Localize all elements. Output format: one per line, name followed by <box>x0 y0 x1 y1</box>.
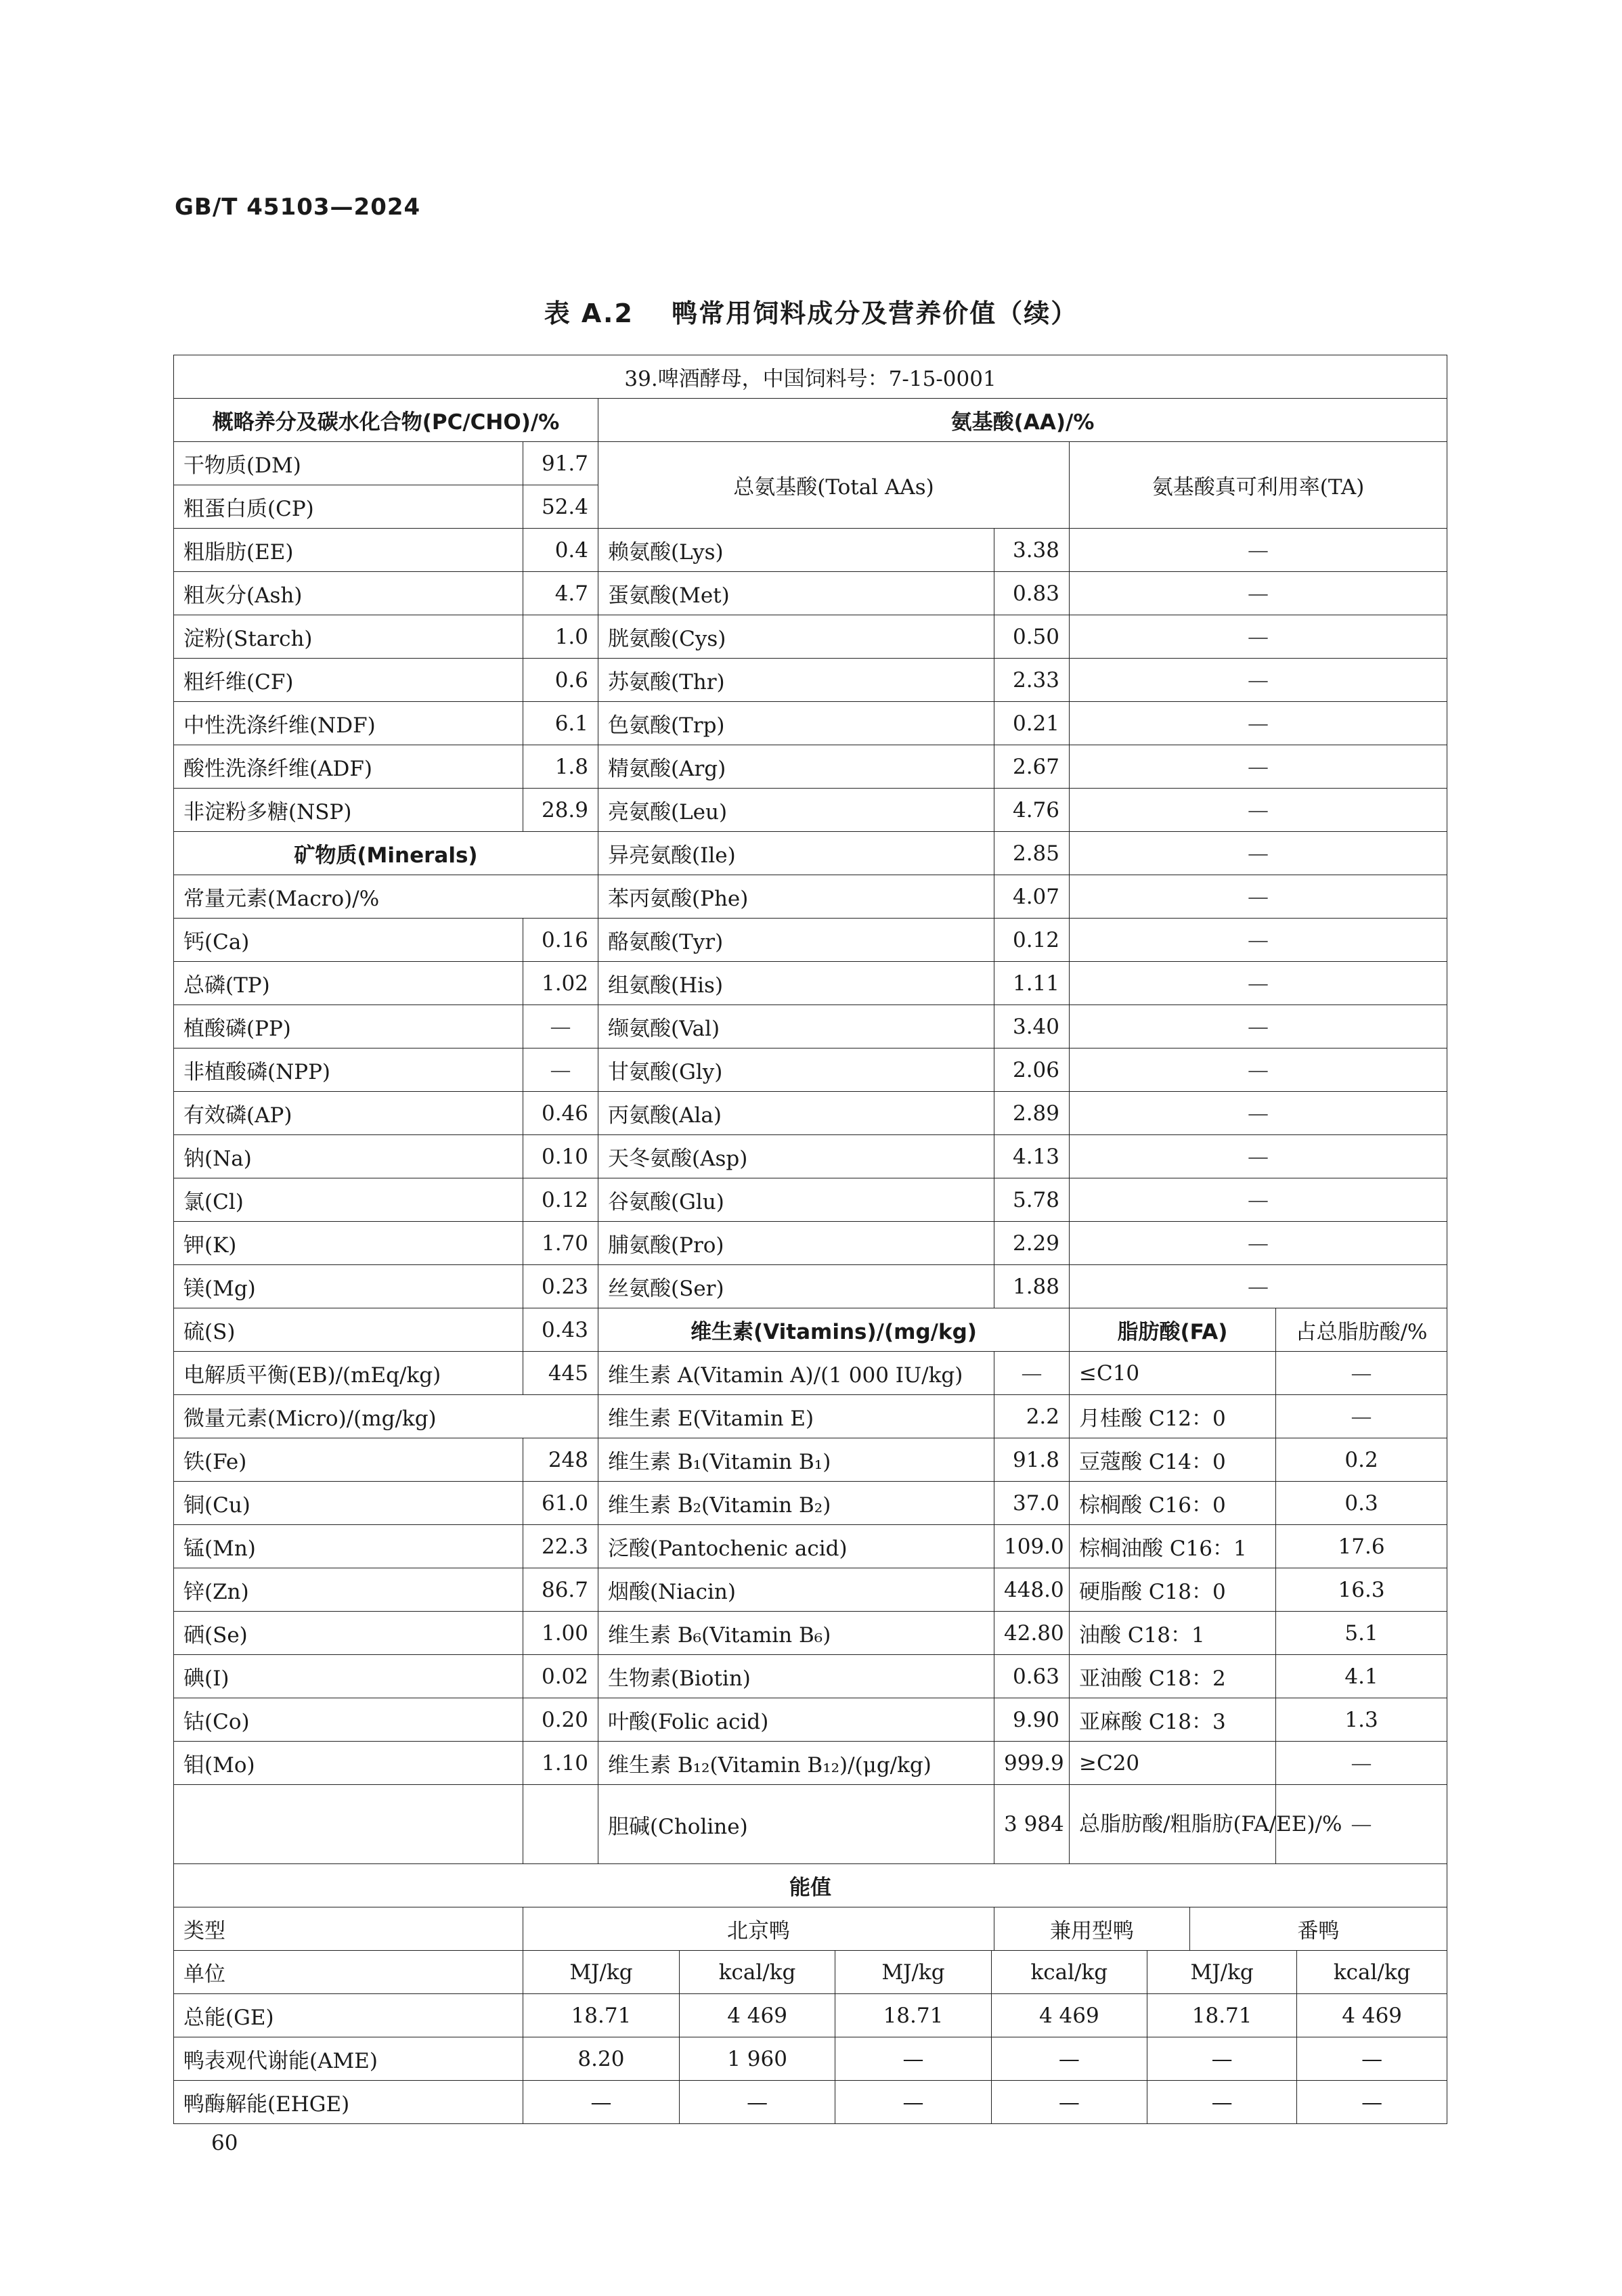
data-row <box>174 1005 1447 1048</box>
aa-label: 缬氨酸(Val) <box>598 1005 994 1048</box>
data-row <box>174 615 1447 659</box>
left-subheader: 微量元素(Micro)/(mg/kg) <box>174 1395 598 1438</box>
breed-name: 北京鸭 <box>523 1907 994 1951</box>
energy-values-cell <box>523 1994 1447 2037</box>
energy-value: — <box>590 2090 612 2115</box>
energy-row-label: 鸭表观代谢能(AME) <box>174 2037 523 2081</box>
aa-value: 0.21 <box>994 702 1070 745</box>
vitamin-value: 109.0 <box>994 1525 1070 1568</box>
left-value: 1.0 <box>523 615 598 659</box>
ta-value: — <box>1070 919 1447 962</box>
energy-value: — <box>991 2037 1147 2080</box>
energy-value: kcal/kg <box>991 1951 1147 1993</box>
energy-value: 8.20 <box>577 2046 625 2071</box>
aa-value: 2.33 <box>994 659 1070 702</box>
ta-value: — <box>1070 745 1447 789</box>
aa-label: 异亮氨酸(Ile) <box>598 832 994 875</box>
ta-value: — <box>1070 572 1447 615</box>
left-value: 0.12 <box>523 1178 598 1222</box>
fa-value: — <box>1276 1742 1447 1785</box>
ta-value: — <box>1070 1048 1447 1092</box>
breed-name: 兼用型鸭 <box>994 1907 1190 1951</box>
aa-value: 2.29 <box>994 1222 1070 1265</box>
left-value: 4.7 <box>523 572 598 615</box>
vitamin-value: 2.2 <box>994 1395 1070 1438</box>
aa-label: 精氨酸(Arg) <box>598 745 994 789</box>
energy-value: 18.71 <box>1147 1994 1297 2037</box>
fa-label: 豆蔻酸 C14：0 <box>1070 1438 1276 1482</box>
left-value: 52.4 <box>523 485 598 529</box>
energy-data-row <box>174 2037 1447 2081</box>
aa-label: 赖氨酸(Lys) <box>598 529 994 572</box>
energy-value: kcal/kg <box>1297 1951 1447 1993</box>
energy-value: kcal/kg <box>679 1951 835 1993</box>
energy-value: 4 469 <box>679 1994 835 2037</box>
energy-header: 能值 <box>174 1864 1447 1907</box>
fa-label: 亚油酸 C18：2 <box>1070 1655 1276 1698</box>
left-label: 钾(K) <box>174 1222 523 1265</box>
fa-label: 亚麻酸 C18：3 <box>1070 1698 1276 1742</box>
data-row <box>174 659 1447 702</box>
energy-value: — <box>1147 2081 1297 2123</box>
data-row <box>174 1525 1447 1568</box>
minerals-header: 矿物质(Minerals) <box>174 832 598 875</box>
data-row <box>174 702 1447 745</box>
breed-name: 番鸭 <box>1190 1907 1447 1951</box>
left-value: 6.1 <box>523 702 598 745</box>
ta-value: — <box>1070 789 1447 832</box>
left-value: — <box>523 1005 598 1048</box>
left-label: 粗脂肪(EE) <box>174 529 523 572</box>
left-value: 248 <box>523 1438 598 1482</box>
aa-value: 1.11 <box>994 962 1070 1005</box>
page-number: 60 <box>211 2131 238 2155</box>
data-row <box>174 1395 1447 1438</box>
left-label: 钠(Na) <box>174 1135 523 1178</box>
data-row <box>174 789 1447 832</box>
left-label: 非淀粉多糖(NSP) <box>174 789 523 832</box>
left-subheader: 常量元素(Macro)/% <box>174 875 598 919</box>
data-row <box>174 442 1447 485</box>
left-value: 0.02 <box>523 1655 598 1698</box>
fa-label: 月桂酸 C12：0 <box>1070 1395 1276 1438</box>
aa-value: 4.07 <box>994 875 1070 919</box>
energy-value: — <box>835 2037 991 2080</box>
aa-value: 3.38 <box>994 529 1070 572</box>
vitamin-value: 42.80 <box>994 1612 1070 1655</box>
fa-label: 硬脂酸 C18：0 <box>1070 1568 1276 1612</box>
vitamin-value: 37.0 <box>994 1482 1070 1525</box>
aa-header: 氨基酸(AA)/% <box>598 399 1447 442</box>
left-label: 镁(Mg) <box>174 1265 523 1308</box>
fa-pct-header: 占总脂肪酸/% <box>1276 1308 1447 1352</box>
energy-row-label: 总能(GE) <box>174 1994 523 2037</box>
left-label: 总磷(TP) <box>174 962 523 1005</box>
left-value: 1.10 <box>523 1742 598 1785</box>
left-value: — <box>523 1048 598 1092</box>
ta-value: — <box>1070 529 1447 572</box>
aa-value: 2.89 <box>994 1092 1070 1135</box>
energy-value: — <box>679 2081 835 2123</box>
left-value <box>523 1785 598 1864</box>
standard-number: GB/T 45103—2024 <box>175 194 421 221</box>
left-label <box>174 1785 523 1864</box>
vitamin-label: 维生素 E(Vitamin E) <box>598 1395 994 1438</box>
energy-value: — <box>1297 2081 1447 2123</box>
data-row <box>174 1438 1447 1482</box>
left-label: 电解质平衡(EB)/(mEq/kg) <box>174 1352 523 1395</box>
vitamin-value: 9.90 <box>994 1698 1070 1742</box>
vitamin-label: 生物素(Biotin) <box>598 1655 994 1698</box>
data-row <box>174 1048 1447 1092</box>
left-label: 钴(Co) <box>174 1698 523 1742</box>
energy-value: 18.71 <box>571 2003 632 2028</box>
fa-value: 16.3 <box>1276 1568 1447 1612</box>
feed-title-row <box>174 355 1447 399</box>
energy-data-row <box>174 1994 1447 2037</box>
data-row <box>174 1655 1447 1698</box>
left-value: 0.46 <box>523 1092 598 1135</box>
left-value: 0.43 <box>523 1308 598 1352</box>
aa-label: 天冬氨酸(Asp) <box>598 1135 994 1178</box>
vitamin-label: 维生素 B₆(Vitamin B₆) <box>598 1612 994 1655</box>
aa-value: 2.85 <box>994 832 1070 875</box>
fa-value: 4.1 <box>1276 1655 1447 1698</box>
data-row <box>174 1352 1447 1395</box>
energy-header-row <box>174 1864 1447 1907</box>
left-value: 1.70 <box>523 1222 598 1265</box>
data-row <box>174 1092 1447 1135</box>
left-label: 非植酸磷(NPP) <box>174 1048 523 1092</box>
aa-label: 蛋氨酸(Met) <box>598 572 994 615</box>
fa-header: 脂肪酸(FA) <box>1070 1308 1276 1352</box>
fa-label: 总脂肪酸/粗脂肪(FA/EE)/% <box>1070 1785 1276 1864</box>
aa-label: 苏氨酸(Thr) <box>598 659 994 702</box>
data-row <box>174 1265 1447 1308</box>
ta-value: — <box>1070 615 1447 659</box>
aa-value: 0.12 <box>994 919 1070 962</box>
left-value: 1.02 <box>523 962 598 1005</box>
data-row <box>174 875 1447 919</box>
data-row <box>174 1612 1447 1655</box>
energy-values-cell <box>523 2037 1447 2081</box>
left-label: 碘(I) <box>174 1655 523 1698</box>
vitamin-label: 泛酸(Pantochenic acid) <box>598 1525 994 1568</box>
data-row <box>174 832 1447 875</box>
fa-value: 1.3 <box>1276 1698 1447 1742</box>
vitamin-label: 维生素 A(Vitamin A)/(1 000 IU/kg) <box>598 1352 994 1395</box>
energy-unit-row <box>174 1951 1447 1994</box>
energy-values-grid <box>523 2037 1447 2080</box>
fa-value: — <box>1276 1352 1447 1395</box>
aa-value: 3.40 <box>994 1005 1070 1048</box>
aa-label: 亮氨酸(Leu) <box>598 789 994 832</box>
feed-table-container <box>173 355 1446 2117</box>
left-label: 钙(Ca) <box>174 919 523 962</box>
left-label: 氯(Cl) <box>174 1178 523 1222</box>
ta-value: — <box>1070 1265 1447 1308</box>
fa-label: 油酸 C18：1 <box>1070 1612 1276 1655</box>
ta-value: — <box>1070 1178 1447 1222</box>
left-value: 1.00 <box>523 1612 598 1655</box>
left-label: 粗纤维(CF) <box>174 659 523 702</box>
energy-data-row <box>174 2081 1447 2124</box>
vitamin-value: 91.8 <box>994 1438 1070 1482</box>
data-row <box>174 745 1447 789</box>
fa-value: 5.1 <box>1276 1612 1447 1655</box>
data-row <box>174 919 1447 962</box>
ta-value: — <box>1070 1135 1447 1178</box>
energy-type-label: 类型 <box>174 1907 523 1951</box>
energy-value: 4 469 <box>991 1994 1147 2037</box>
aa-label: 甘氨酸(Gly) <box>598 1048 994 1092</box>
vitamin-label: 叶酸(Folic acid) <box>598 1698 994 1742</box>
aa-value: 2.67 <box>994 745 1070 789</box>
left-label: 酸性洗涤纤维(ADF) <box>174 745 523 789</box>
data-row <box>174 1482 1447 1525</box>
vitamin-value: 999.9 <box>994 1742 1070 1785</box>
energy-value: 1 960 <box>679 2037 835 2080</box>
data-row <box>174 1308 1447 1352</box>
ta-value: — <box>1070 962 1447 1005</box>
aa-label: 色氨酸(Trp) <box>598 702 994 745</box>
ta-value: — <box>1070 832 1447 875</box>
data-row <box>174 1222 1447 1265</box>
left-label: 铜(Cu) <box>174 1482 523 1525</box>
caption-number: 表 A.2 <box>544 299 634 328</box>
table-caption <box>0 292 1622 330</box>
left-value: 22.3 <box>523 1525 598 1568</box>
energy-values-grid <box>523 1994 1447 2037</box>
data-row <box>174 1785 1447 1864</box>
aa-value: 2.06 <box>994 1048 1070 1092</box>
energy-value: MJ/kg <box>1147 1951 1297 1993</box>
ta-value: — <box>1070 702 1447 745</box>
left-label: 干物质(DM) <box>174 442 523 485</box>
aa-label: 酪氨酸(Tyr) <box>598 919 994 962</box>
left-label: 硫(S) <box>174 1308 523 1352</box>
left-value: 0.6 <box>523 659 598 702</box>
left-label: 锌(Zn) <box>174 1568 523 1612</box>
pc-header: 概略养分及碳水化合物(PC/CHO)/% <box>174 399 598 442</box>
aa-label: 谷氨酸(Glu) <box>598 1178 994 1222</box>
vitamin-label: 烟酸(Niacin) <box>598 1568 994 1612</box>
energy-value: — <box>1147 2037 1297 2080</box>
left-label: 植酸磷(PP) <box>174 1005 523 1048</box>
ta-value: — <box>1070 1222 1447 1265</box>
left-value: 0.4 <box>523 529 598 572</box>
aa-label: 胱氨酸(Cys) <box>598 615 994 659</box>
aa-label: 脯氨酸(Pro) <box>598 1222 994 1265</box>
caption-title: 鸭常用饲料成分及营养价值（续） <box>672 299 1078 328</box>
vitamin-value: 3 984 <box>994 1785 1070 1864</box>
vitamin-value: 0.63 <box>994 1655 1070 1698</box>
left-value: 0.20 <box>523 1698 598 1742</box>
ta-value: — <box>1070 659 1447 702</box>
ta-value: — <box>1070 875 1447 919</box>
fa-value: — <box>1276 1785 1447 1864</box>
energy-row-label: 鸭酶解能(EHGE) <box>174 2081 523 2124</box>
data-row <box>174 1568 1447 1612</box>
left-label: 粗灰分(Ash) <box>174 572 523 615</box>
fa-value: — <box>1276 1395 1447 1438</box>
energy-value: MJ/kg <box>569 1960 633 1985</box>
total-aa-header: 总氨基酸(Total AAs) <box>598 442 1070 529</box>
left-label: 铁(Fe) <box>174 1438 523 1482</box>
aa-value: 4.13 <box>994 1135 1070 1178</box>
energy-values-grid <box>523 1951 1447 1993</box>
feed-title: 39.啤酒酵母，中国饲料号：7-15-0001 <box>174 355 1447 399</box>
left-label: 淀粉(Starch) <box>174 615 523 659</box>
energy-values-cell <box>523 2081 1447 2124</box>
data-row <box>174 572 1447 615</box>
fa-value: 0.3 <box>1276 1482 1447 1525</box>
ta-value: — <box>1070 1005 1447 1048</box>
left-value: 445 <box>523 1352 598 1395</box>
energy-value: MJ/kg <box>835 1951 991 1993</box>
section-header-row <box>174 399 1447 442</box>
data-row <box>174 962 1447 1005</box>
fa-label: ≤C10 <box>1070 1352 1276 1395</box>
aa-value: 0.50 <box>994 615 1070 659</box>
vitamin-label: 维生素 B₁(Vitamin B₁) <box>598 1438 994 1482</box>
aa-label: 丝氨酸(Ser) <box>598 1265 994 1308</box>
left-value: 0.10 <box>523 1135 598 1178</box>
vitamin-value: — <box>994 1352 1070 1395</box>
ta-value: — <box>1070 1092 1447 1135</box>
energy-value: 18.71 <box>835 1994 991 2037</box>
fa-label: ≥C20 <box>1070 1742 1276 1785</box>
left-label: 锰(Mn) <box>174 1525 523 1568</box>
vitamins-header: 维生素(Vitamins)/(mg/kg) <box>598 1308 1070 1352</box>
left-value: 61.0 <box>523 1482 598 1525</box>
left-value: 0.16 <box>523 919 598 962</box>
left-value: 28.9 <box>523 789 598 832</box>
fa-label: 棕榈油酸 C16：1 <box>1070 1525 1276 1568</box>
energy-type-row <box>174 1907 1447 1951</box>
energy-values-grid <box>523 2081 1447 2123</box>
aa-value: 5.78 <box>994 1178 1070 1222</box>
left-value: 86.7 <box>523 1568 598 1612</box>
aa-label: 组氨酸(His) <box>598 962 994 1005</box>
data-row <box>174 1135 1447 1178</box>
aa-label: 苯丙氨酸(Phe) <box>598 875 994 919</box>
left-label: 中性洗涤纤维(NDF) <box>174 702 523 745</box>
data-row <box>174 1742 1447 1785</box>
left-label: 钼(Mo) <box>174 1742 523 1785</box>
aa-value: 4.76 <box>994 789 1070 832</box>
vitamin-label: 维生素 B₁₂(Vitamin B₁₂)/(μg/kg) <box>598 1742 994 1785</box>
left-value: 0.23 <box>523 1265 598 1308</box>
data-row <box>174 1698 1447 1742</box>
energy-value: — <box>1297 2037 1447 2080</box>
left-label: 有效磷(AP) <box>174 1092 523 1135</box>
data-row <box>174 1178 1447 1222</box>
vitamin-label: 胆碱(Choline) <box>598 1785 994 1864</box>
aa-label: 丙氨酸(Ala) <box>598 1092 994 1135</box>
energy-value: — <box>835 2081 991 2123</box>
fa-value: 17.6 <box>1276 1525 1447 1568</box>
vitamin-value: 448.0 <box>994 1568 1070 1612</box>
data-row <box>174 529 1447 572</box>
left-label: 硒(Se) <box>174 1612 523 1655</box>
left-label: 粗蛋白质(CP) <box>174 485 523 529</box>
energy-row-label: 单位 <box>174 1951 523 1994</box>
fa-value: 0.2 <box>1276 1438 1447 1482</box>
aa-value: 1.88 <box>994 1265 1070 1308</box>
left-value: 91.7 <box>523 442 598 485</box>
energy-value: 4 469 <box>1297 1994 1447 2037</box>
aa-value: 0.83 <box>994 572 1070 615</box>
energy-values-cell <box>523 1951 1447 1994</box>
left-value: 1.8 <box>523 745 598 789</box>
vitamin-label: 维生素 B₂(Vitamin B₂) <box>598 1482 994 1525</box>
ta-header: 氨基酸真可利用率(TA) <box>1070 442 1447 529</box>
fa-label: 棕榈酸 C16：0 <box>1070 1482 1276 1525</box>
energy-value: — <box>991 2081 1147 2123</box>
feed-composition-table <box>173 355 1447 2124</box>
